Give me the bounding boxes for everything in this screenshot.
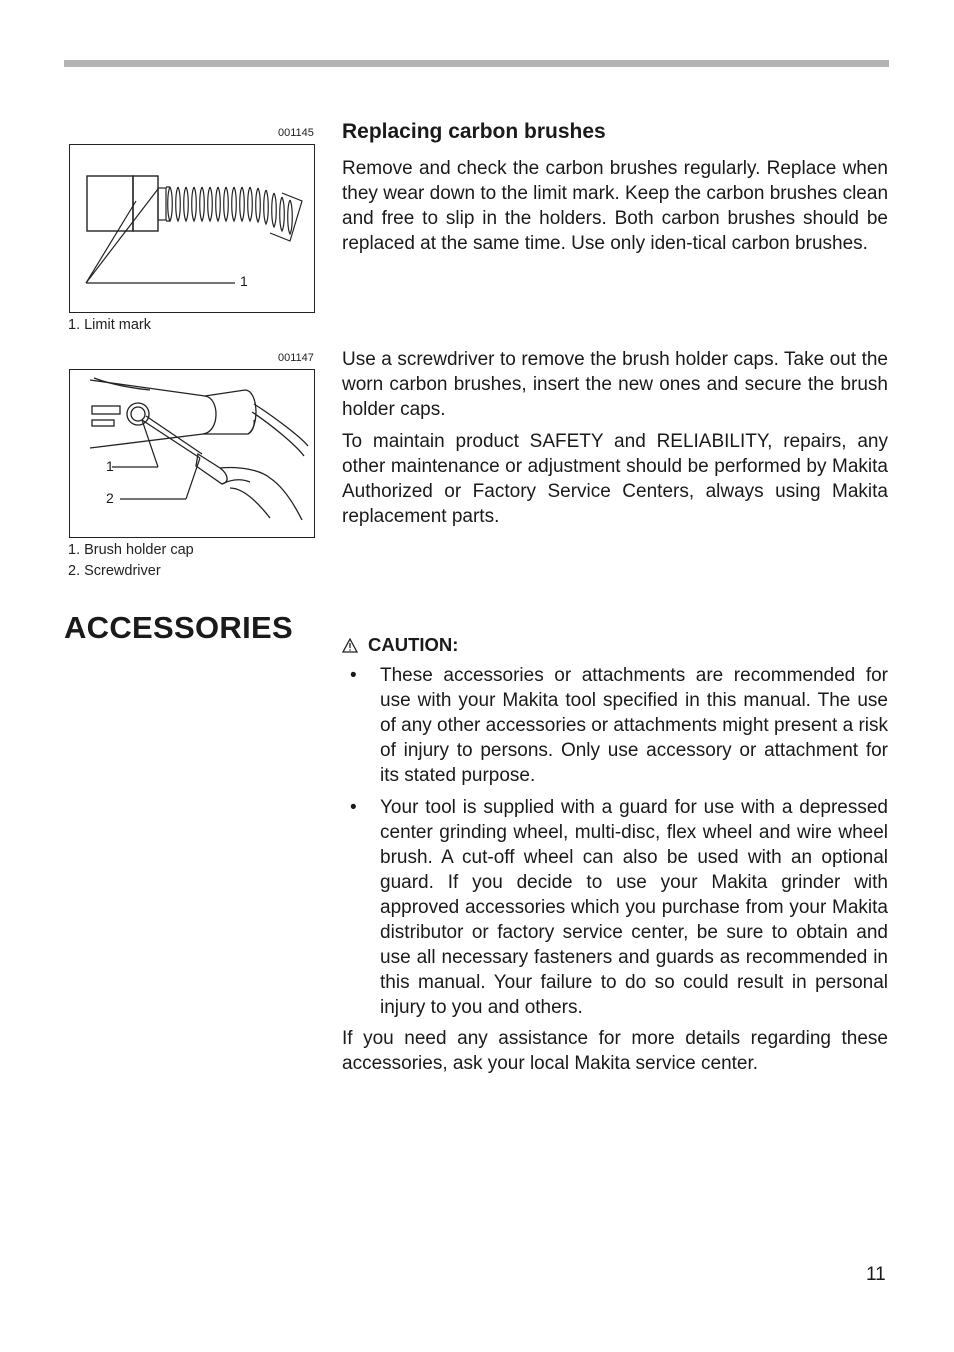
screwdriver-removal-diagram [70, 370, 316, 539]
bullet-glyph: • [350, 665, 357, 686]
paragraph-closing: If you need any assistance for more details regarding these accessories, ask your local Makita service center. [342, 1028, 888, 1074]
caption-limit-mark: 1. Limit mark [68, 317, 151, 333]
callout-2: 2 [106, 490, 114, 506]
accessories-title: ACCESSORIES [64, 610, 293, 645]
paragraph-screwdriver: Use a screwdriver to remove the brush holder caps. Take out the worn carbon brushes, insert the new ones and secure the brush holder caps. [342, 349, 888, 420]
bullet-text: Your tool is supplied with a guard for use with a depressed center grinding wheel, multi-disc, flex wheel and wire wheel brush. A cut-off wheel can also be used with an optional guard. If you decide to use your Makita grinder with approved accessories which you purchase from your Makita distributor or factory service center, be sure to obtain and use all necessary fasteners and guards as recommended in this manual. Your failure to do so could result in personal injury to you and others. [380, 797, 888, 1018]
page-number: 11 [866, 1264, 886, 1285]
caution-label: CAUTION: [368, 634, 459, 655]
figure-code: 001147 [278, 352, 314, 364]
caution-heading [342, 634, 458, 656]
header-rule [64, 60, 889, 67]
carbon-brush-figure [69, 144, 315, 313]
caption-screwdriver: 2. Screwdriver [68, 563, 161, 579]
callout-1: 1 [106, 458, 114, 474]
figure-caption [68, 315, 151, 336]
paragraph-block [342, 1026, 888, 1076]
figure-caption [68, 540, 194, 582]
paragraph-safety: To maintain product SAFETY and RELIABILITY, repairs, any other maintenance or adjustment should be performed by Makita Authorized or Factory Service Centers, always using Makita replacement parts. [342, 431, 888, 527]
warning-triangle-icon [342, 638, 358, 653]
figure-code: 001145 [278, 127, 314, 139]
carbon-brush-diagram [70, 145, 316, 314]
paragraph-block [342, 156, 888, 256]
paragraph-block [342, 347, 888, 529]
section-subtitle: Replacing carbon brushes [342, 120, 606, 143]
brush-holder-figure [69, 369, 315, 538]
bullet-text: These accessories or attachments are recommended for use with your Makita tool specified in this manual. The use of any other accessories or attachments might present a risk of injury to persons. Only use accessory or attachment for its stated purpose. [380, 665, 888, 786]
caption-brush-holder-cap: 1. Brush holder cap [68, 542, 194, 558]
callout-1: 1 [240, 273, 248, 289]
list-item [342, 663, 888, 788]
bullet-glyph: • [350, 797, 357, 818]
list-item [342, 795, 888, 1020]
paragraph-replace-brushes: Remove and check the carbon brushes regularly. Replace when they wear down to the limit mark. Keep the carbon brushes clean and free to slip in the holders. Both carbon brushes should be replaced at the same time. Use only iden-tical carbon brushes. [342, 158, 889, 254]
